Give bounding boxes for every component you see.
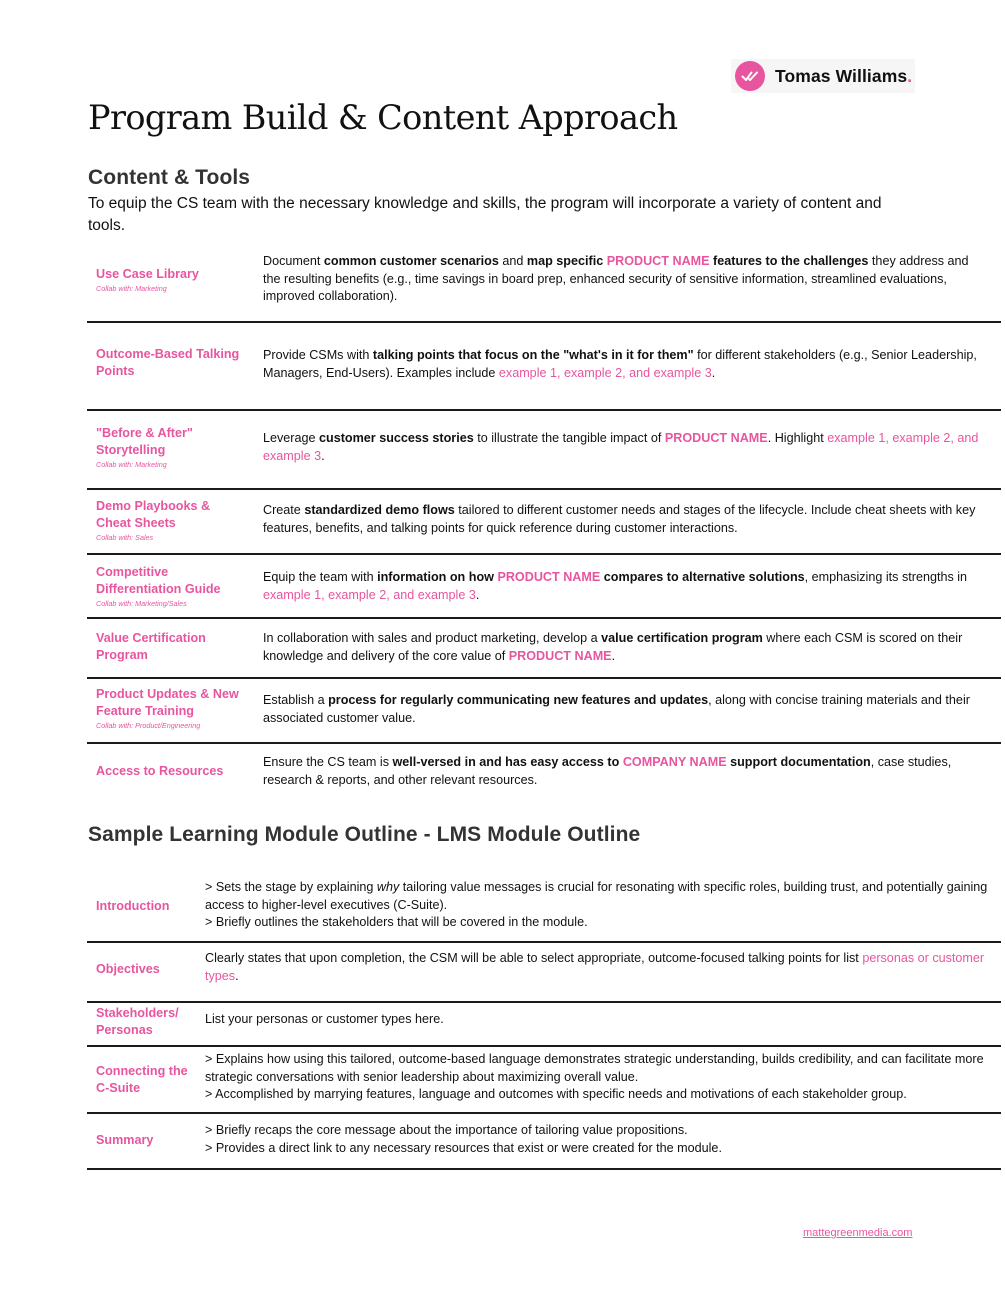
- text-run: map specific: [526, 254, 607, 268]
- row-label: [96, 686, 256, 730]
- lms-outline-row: [87, 1046, 1001, 1113]
- collab-note: Collab with: Sales: [96, 533, 154, 542]
- row-label: [96, 1005, 196, 1039]
- text-run: common customer scenarios: [323, 254, 499, 268]
- text-run: Provide CSMs with: [263, 348, 373, 362]
- row-label: [96, 961, 196, 978]
- row-label-text: Connecting the C-Suite: [96, 1064, 188, 1095]
- row-label-text: Access to Resources: [96, 764, 224, 778]
- content-tools-row: [87, 678, 1001, 743]
- row-label-text: Product Updates & New Feature Training: [96, 687, 239, 718]
- row-label: [96, 1132, 196, 1149]
- text-run: process for regularly communicating new features and updates: [328, 693, 709, 707]
- text-run: example 1, example 2, and example 3: [263, 431, 979, 463]
- content-tools-row: [87, 250, 1001, 322]
- row-label: [96, 630, 246, 664]
- text-run: > Accomplished by marrying features, language and outcomes with specific needs and motivations of each stakeholder group.: [205, 1087, 907, 1101]
- row-description: [263, 430, 989, 465]
- text-run: COMPANY NAME: [622, 755, 727, 769]
- row-label: [96, 763, 256, 780]
- row-label: [96, 498, 246, 542]
- text-run: PRODUCT NAME: [664, 431, 768, 445]
- row-description: [205, 1122, 995, 1157]
- text-run: > Sets the stage by explaining: [205, 880, 377, 894]
- lms-outline-row: [87, 1113, 1001, 1169]
- text-run: Ensure the CS team is: [263, 755, 393, 769]
- text-run: Clearly states that upon completion, the CSM will be able to select appropriate, outcome-focused talking points for list: [205, 951, 863, 965]
- row-description: [263, 253, 989, 306]
- lms-outline-row: [87, 1002, 1001, 1046]
- text-run: example 1, example 2, and example 3: [263, 587, 476, 602]
- text-run: standardized demo flows: [304, 503, 455, 517]
- text-run: talking points that focus on the "what's in it for them": [372, 348, 694, 362]
- row-description: [263, 630, 989, 665]
- row-label-text: Competitive Differentiation Guide: [96, 565, 221, 596]
- text-run: for different stakeholders (e.g., Senior Leadership, Managers, End-Users). Examples include: [263, 348, 977, 380]
- content-tools-row: [87, 618, 1001, 678]
- text-run: In collaboration with sales and product marketing, develop a: [263, 631, 602, 645]
- row-label-text: Demo Playbooks & Cheat Sheets: [96, 499, 211, 530]
- collab-note: Collab with: Marketing: [96, 284, 167, 293]
- row-label: [96, 346, 246, 380]
- brand-name: Tomas Williams.: [775, 65, 913, 86]
- text-run: information on how: [377, 570, 498, 584]
- row-label-text: Use Case Library: [96, 267, 199, 281]
- text-run: they address and the resulting benefits (e.g., time savings in board prep, enhanced security of sensitive information, streamlined evaluations, improved collaboration).: [263, 254, 969, 303]
- lms-outline-row: [87, 872, 1001, 942]
- content-tools-row: [87, 410, 1001, 489]
- text-run: List your personas or customer types here.: [205, 1012, 444, 1026]
- text-run: PRODUCT NAME: [508, 648, 612, 663]
- text-run: where each CSM is scored on their knowledge and delivery of the core value of: [263, 631, 963, 663]
- text-run: to illustrate the tangible impact of: [473, 431, 665, 445]
- row-label-text: Value Certification Program: [96, 631, 206, 662]
- row-description: [263, 692, 989, 727]
- text-run: PRODUCT NAME: [497, 570, 601, 584]
- lms-outline-row: [87, 942, 1001, 1002]
- text-run: .: [235, 968, 239, 983]
- row-description: [205, 879, 995, 932]
- text-run: .: [475, 587, 480, 602]
- brand-badge: [731, 59, 915, 93]
- collab-note: Collab with: Marketing/Sales: [96, 599, 187, 608]
- collab-note: Collab with: Product/Engineering: [96, 721, 201, 730]
- row-description: [205, 950, 995, 985]
- row-label-text: Objectives: [96, 962, 160, 976]
- row-label: [96, 1063, 196, 1097]
- text-run: , case studies, research & reports, and other relevant resources.: [263, 755, 952, 787]
- lms-outline-title: Sample Learning Module Outline - LMS Module Outline: [88, 823, 641, 846]
- text-run: Leverage: [263, 431, 320, 445]
- row-description: [263, 569, 989, 604]
- text-run: support documentation: [726, 755, 871, 769]
- text-run: . Highlight: [767, 431, 828, 445]
- row-description: [263, 502, 989, 537]
- text-run: Establish a: [263, 693, 329, 707]
- content-tools-row: [87, 489, 1001, 554]
- row-description: [205, 1011, 995, 1029]
- row-label: [96, 898, 196, 915]
- row-label: [96, 266, 246, 293]
- brand-dot: .: [907, 65, 913, 86]
- content-tools-row: [87, 322, 1001, 410]
- collab-note: Collab with: Marketing: [96, 460, 167, 469]
- text-run: Create: [263, 503, 305, 517]
- text-run: > Explains how using this tailored, outcome-based language demonstrates strategic understanding, builds credibility, and can facilitate more strategic conversations with senior leadership about maximizing overall value.: [205, 1052, 984, 1084]
- text-run: .: [611, 648, 616, 663]
- text-run: , emphasizing its strengths in: [804, 570, 968, 584]
- text-run: personas or customer types: [205, 951, 985, 983]
- text-run: > Briefly outlines the stakeholders that will be covered in the module.: [205, 915, 588, 929]
- footer-website-link[interactable]: mattegreenmedia.com: [803, 1227, 913, 1239]
- text-run: tailored to different customer needs and stages of the lifecycle. Include cheat sheets with key features, benefits, and talking points for quick reference during customer interactions.: [263, 503, 976, 535]
- text-run: , along with concise training materials and their associated customer value.: [263, 693, 970, 725]
- text-run: compares to alternative solutions: [600, 570, 805, 584]
- row-description: [263, 347, 989, 382]
- text-run: > Briefly recaps the core message about the importance of tailoring value propositions.: [205, 1123, 688, 1137]
- text-run: Document: [263, 254, 324, 268]
- text-run: > Provides a direct link to any necessary resources that exist or were created for the module.: [205, 1140, 722, 1155]
- text-run: .: [321, 448, 325, 463]
- text-run: tailoring value messages is crucial for resonating with specific roles, building trust, and potentially gaining access to higher-level executives (C-Suite).: [205, 880, 988, 912]
- content-tools-row: [87, 554, 1001, 618]
- page-title: Program Build & Content Approach: [88, 98, 678, 137]
- text-run: features to the challenges: [709, 254, 869, 268]
- row-label-text: Summary: [96, 1133, 154, 1147]
- row-description: [205, 1051, 995, 1104]
- content-tools-intro: To equip the CS team with the necessary knowledge and skills, the program will incorporate a variety of content and tools.: [88, 195, 882, 234]
- row-label-text: Stakeholders/ Personas: [96, 1006, 179, 1037]
- text-run: .: [711, 365, 716, 380]
- row-label-text: Outcome-Based Talking Points: [96, 347, 240, 378]
- content-tools-title: Content & Tools: [88, 166, 251, 189]
- row-label: [96, 564, 246, 608]
- content-tools-row: [87, 743, 1001, 798]
- row-label-text: Introduction: [96, 899, 170, 913]
- text-run: customer success stories: [319, 431, 474, 445]
- row-label-text: "Before & After" Storytelling: [96, 426, 193, 457]
- text-run: value certification program: [601, 631, 763, 645]
- text-run: example 1, example 2, and example 3: [498, 365, 712, 380]
- text-run: and: [498, 254, 527, 268]
- check-icon: [735, 61, 765, 91]
- row-label: [96, 425, 246, 469]
- text-run: well-versed in and has easy access to: [392, 755, 623, 769]
- text-run: why: [376, 880, 400, 894]
- row-divider: [87, 1168, 1001, 1170]
- row-description: [263, 754, 989, 789]
- text-run: PRODUCT NAME: [606, 254, 710, 268]
- text-run: Equip the team with: [263, 570, 378, 584]
